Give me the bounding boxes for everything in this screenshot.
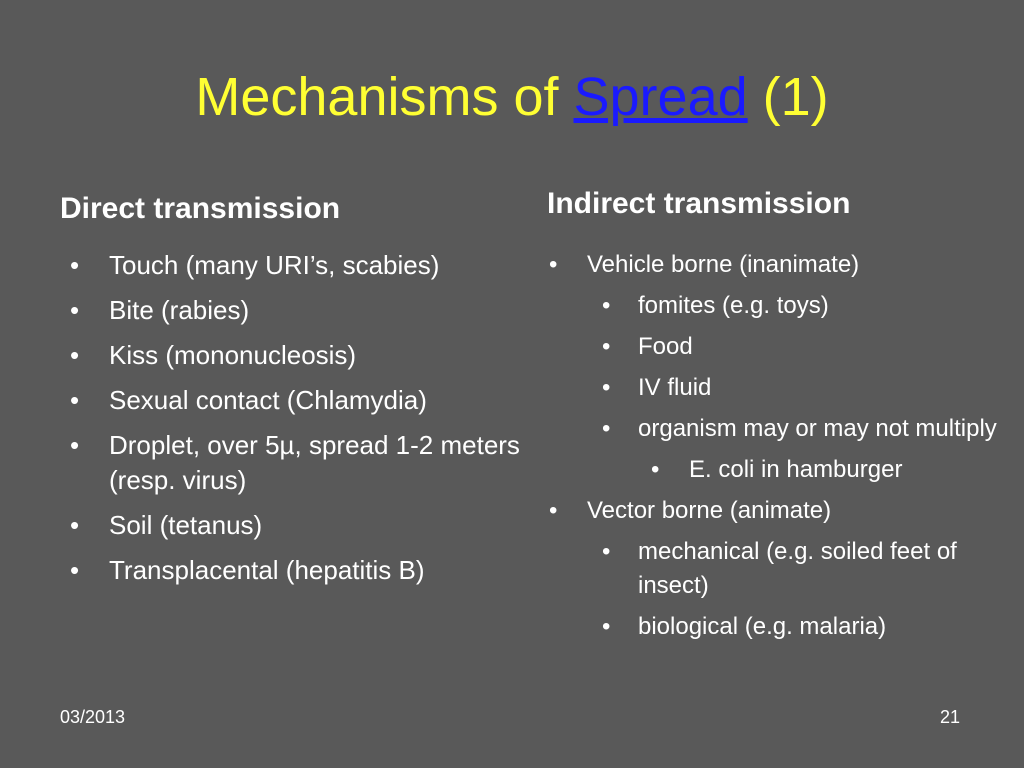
list-item: • Bite (rabies) [70,293,520,328]
list-item: • Touch (many URI’s, scabies) [70,248,520,283]
direct-transmission-heading: Direct transmission [60,192,341,225]
list-item: • Sexual contact (Chlamydia) [70,383,520,418]
list-item: • Kiss (mononucleosis) [70,338,520,373]
indirect-transmission-list [547,248,1007,651]
title-text-start: Mechanisms of [195,67,574,127]
list-item: • biological (e.g. malaria) [547,610,1007,644]
slide-title [0,62,1024,132]
indirect-transmission-heading: Indirect transmission [547,187,851,220]
spread-link[interactable]: Spread [573,67,748,127]
page-number: 21 [940,707,961,727]
list-item: • E. coli in hamburger [547,453,1007,487]
list-item: • Vector borne (animate) [547,494,1007,528]
list-item: • IV fluid [547,371,1007,405]
list-item: • Vehicle borne (inanimate) [547,248,1007,282]
list-item: • Droplet, over 5µ, spread 1-2 meters (resp. virus) [70,428,520,498]
title-text-end: (1) [747,67,829,127]
list-item: • Soil (tetanus) [70,508,520,543]
list-item: • fomites (e.g. toys) [547,289,1007,323]
footer-date: 03/2013 [60,707,126,727]
list-item: • Food [547,330,1007,364]
list-item: • organism may or may not multiply [547,412,1007,446]
list-item: • mechanical (e.g. soiled feet of insect) [547,535,1007,603]
direct-transmission-list [70,248,520,598]
list-item: • Transplacental (hepatitis B) [70,553,520,588]
